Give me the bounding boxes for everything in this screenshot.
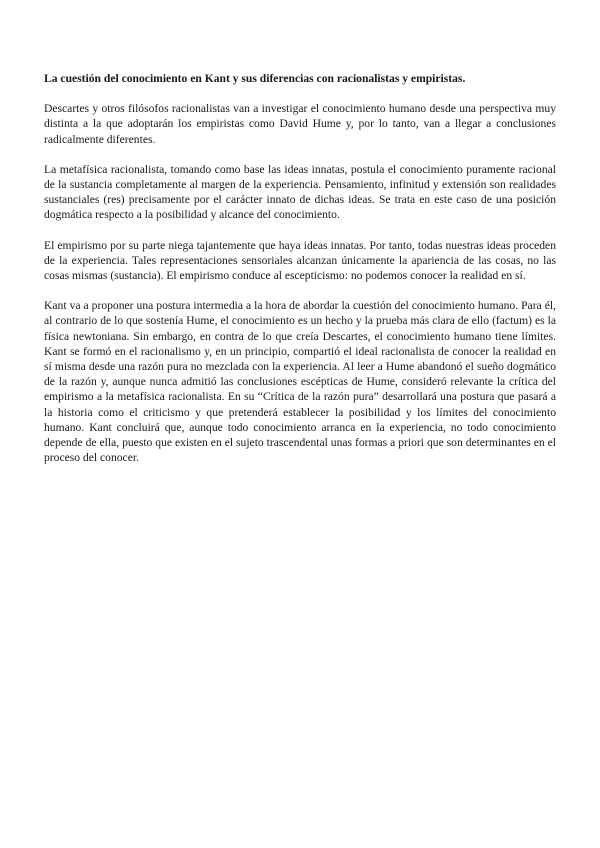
paragraph-kant-position: Kant va a proponer una postura intermedia a la hora de abordar la cuestión del conocimiento humano. Para él, al contrario de lo que sostenía Hume, el conocimiento es un hecho y la prueba más clara de ello (factum) es la física newtoniana. Sin embargo, en contra de lo que creía Descartes, el conocimiento humano tiene límites. Kant se formó en el racionalismo y, en un principio, compartió el ideal racionalista de conocer la realidad en sí misma desde una razón pura no mezclada con la experiencia. Al leer a Hume abandonó el sueño dogmático de la razón y, aunque nunca admitió las conclusiones escépticas de Hume, consideró relevante la crítica del empirismo a la metafísica racionalista. En su “Crítica de la razón pura” desarrollará una postura que pasará a la historia como el criticismo y que pretenderá establecer la posibilidad y los límites del conocimiento humano. Kant concluirá que, aunque todo conocimiento arranca en la experiencia, no todo conocimiento depende de ella, puesto que existen en el sujeto trascendental unas formas a priori que son determinantes en el proceso del conocer. [44, 299, 556, 465]
paragraph-descartes-intro: Descartes y otros filósofos racionalistas van a investigar el conocimiento humano desde una perspectiva muy distinta a la que adoptarán los empiristas como David Hume y, por lo tanto, van a llegar a conclusiones radicalmente diferentes. [44, 102, 556, 146]
document-page [44, 71, 556, 480]
paragraph-empiricism: El empirismo por su parte niega tajantemente que haya ideas innatas. Por tanto, todas nuestras ideas proceden de la experiencia. Tales representaciones sensoriales alcanzan únicamente la apariencia de las cosas, no las cosas mismas (sustancia). El empirismo conduce al escepticismo: no podemos conocer la realidad en sí. [44, 238, 556, 283]
paragraph-rationalist-metaphysics: La metafísica racionalista, tomando como base las ideas innatas, postula el conocimiento puramente racional de la sustancia completamente al margen de la experiencia. Pensamiento, infinitud y extensión son realidades sustanciales (res) precisamente por el carácter innato de dichas ideas. Se trata en este caso de una posición dogmática respecto a la posibilidad y alcance del conocimiento. [44, 162, 556, 222]
document-title: La cuestión del conocimiento en Kant y sus diferencias con racionalistas y empiristas. [44, 72, 466, 85]
